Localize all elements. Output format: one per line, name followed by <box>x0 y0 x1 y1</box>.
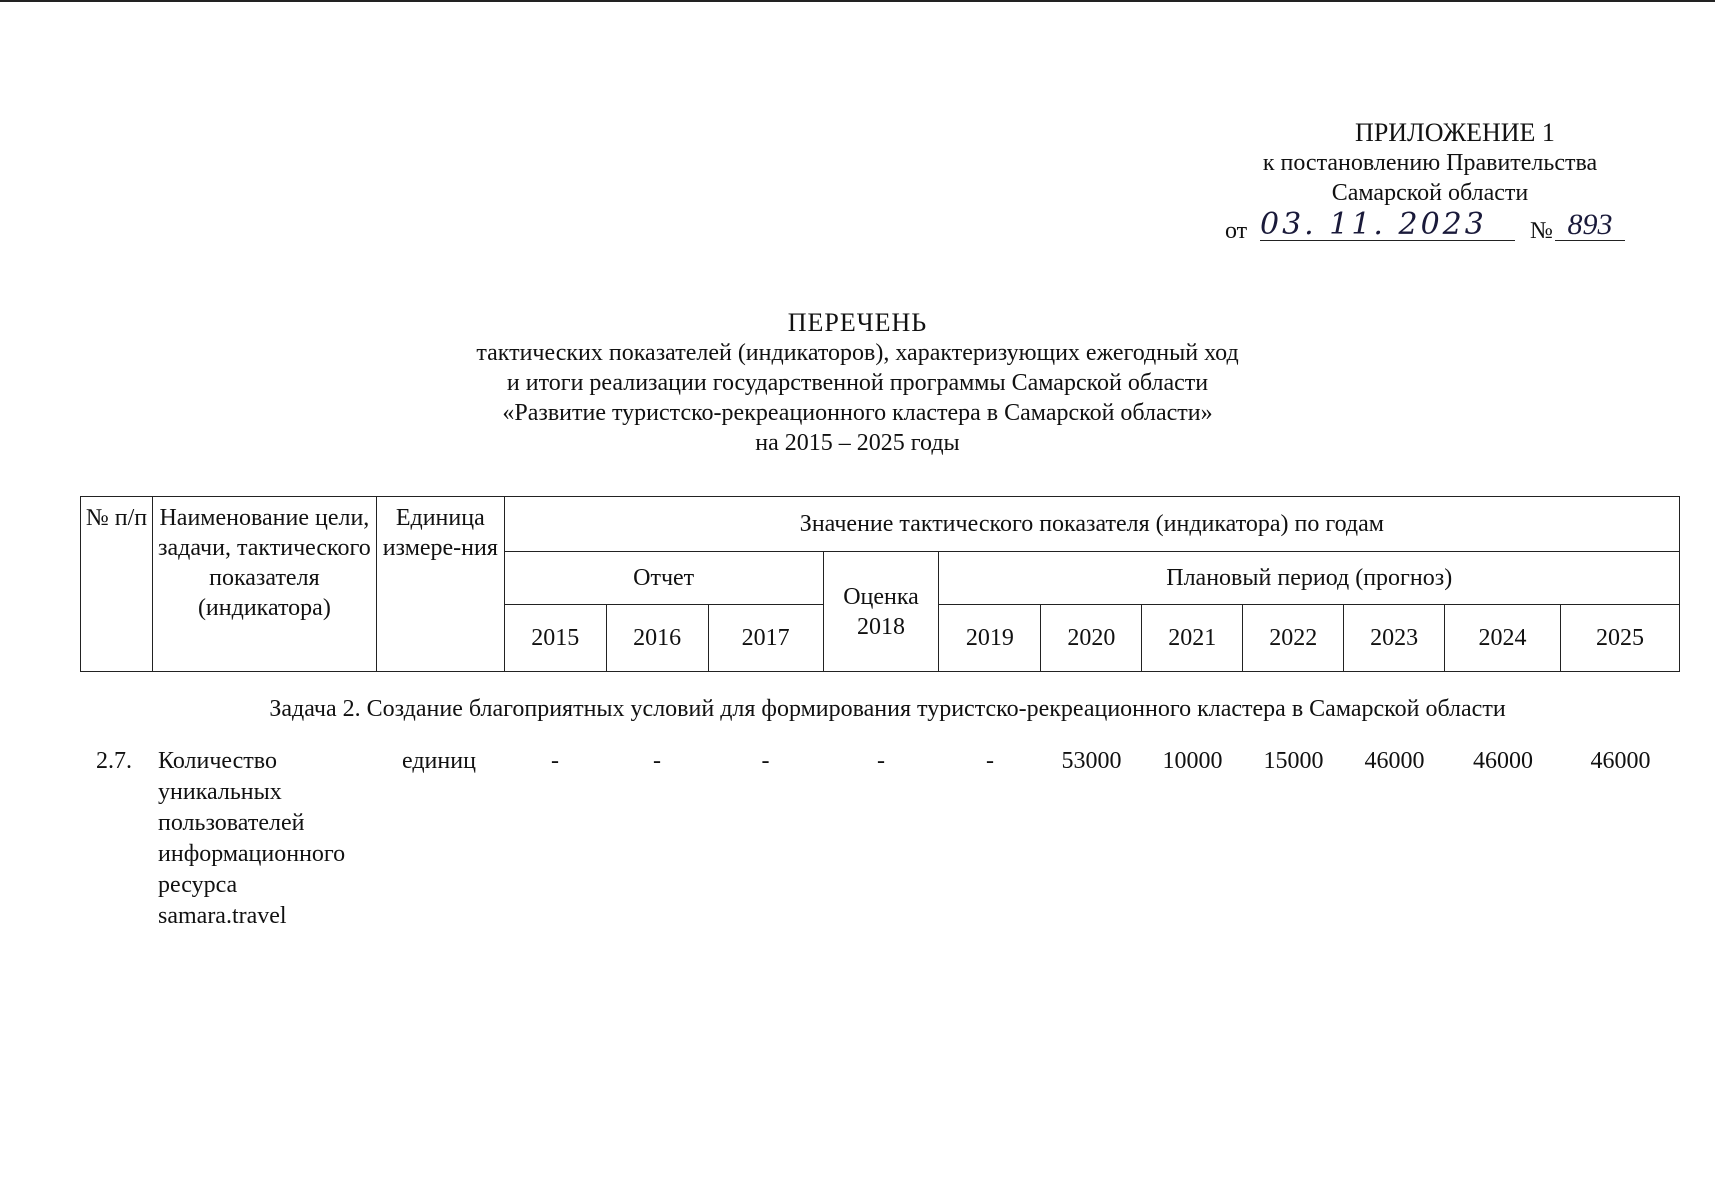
row-value-2021: 10000 <box>1162 748 1223 774</box>
appendix-line-1: к постановлению Правительства <box>1262 150 1598 176</box>
heading-line-4: на 2015 – 2025 годы <box>755 430 960 456</box>
row-value-2018: - <box>877 748 885 774</box>
task-heading: Задача 2. Создание благоприятных условий для формирования туристско-рекреационного кластера в Самарской области <box>269 696 1506 722</box>
header-year: 2022 <box>1243 605 1344 672</box>
header-values: Значение тактического показателя (индикатора) по годам <box>504 497 1679 552</box>
header-name: Наименование цели, задачи, тактического показателя (индикатора) <box>152 497 376 672</box>
header-plan: Плановый период (прогноз) <box>939 552 1680 605</box>
handwritten-date: 03. 11. 2023 <box>1260 210 1515 241</box>
row-name-line: samara.travel <box>158 903 287 929</box>
row-value-2022: 15000 <box>1263 748 1324 774</box>
appendix-block <box>1180 118 1680 246</box>
handwritten-number: 893 <box>1555 210 1625 241</box>
header-year: 2017 <box>708 605 823 672</box>
row-name-line: пользователей <box>158 810 305 836</box>
row-name-line: ресурса <box>158 872 238 898</box>
from-label: от <box>1225 218 1248 244</box>
header-unit: Единица измере-ния <box>376 497 504 672</box>
row-value-2023: 46000 <box>1364 748 1425 774</box>
row-name-line: Количество <box>158 748 277 774</box>
heading-line-1: тактических показателей (индикаторов), характеризующих ежегодный ход <box>476 340 1239 366</box>
row-value-2017: - <box>761 748 770 774</box>
top-border-line <box>0 0 1715 2</box>
heading-line-2: и итоги реализации государственной программы Самарской области <box>506 370 1209 396</box>
row-number: 2.7. <box>96 748 132 774</box>
header-year: 2021 <box>1142 605 1243 672</box>
number-label: № <box>1530 218 1553 244</box>
header-year: 2024 <box>1445 605 1561 672</box>
header-year: 2015 <box>504 605 606 672</box>
header-year: 2023 <box>1344 605 1445 672</box>
row-value-2016: - <box>653 748 661 774</box>
row-name-line: информационного <box>158 841 346 867</box>
row-unit: единиц <box>402 748 476 774</box>
indicators-table <box>80 496 1680 672</box>
header-year: 2016 <box>606 605 708 672</box>
document-heading <box>0 308 1715 458</box>
heading-line-3: «Развитие туристско-рекреационного кластера в Самарской области» <box>502 400 1213 426</box>
header-year: 2019 <box>939 605 1041 672</box>
row-value-2024: 46000 <box>1473 748 1533 774</box>
appendix-dateline <box>1180 207 1680 246</box>
header-number: № п/п <box>81 497 153 672</box>
heading-title: ПЕРЕЧЕНЬ <box>787 308 928 337</box>
header-report: Отчет <box>504 552 823 605</box>
header-estimate: Оценка 2018 <box>823 552 939 672</box>
appendix-title: ПРИЛОЖЕНИЕ 1 <box>1355 118 1555 147</box>
row-value-2019: - <box>986 748 994 774</box>
header-year: 2020 <box>1041 605 1142 672</box>
row-value-2020: 53000 <box>1061 748 1122 774</box>
row-name <box>158 746 373 932</box>
row-value-2025: 46000 <box>1590 748 1651 774</box>
row-value-2015: - <box>551 748 559 774</box>
row-name-line: уникальных <box>158 779 282 805</box>
appendix-line-2: Самарской области <box>1331 180 1529 206</box>
header-year: 2025 <box>1560 605 1679 672</box>
